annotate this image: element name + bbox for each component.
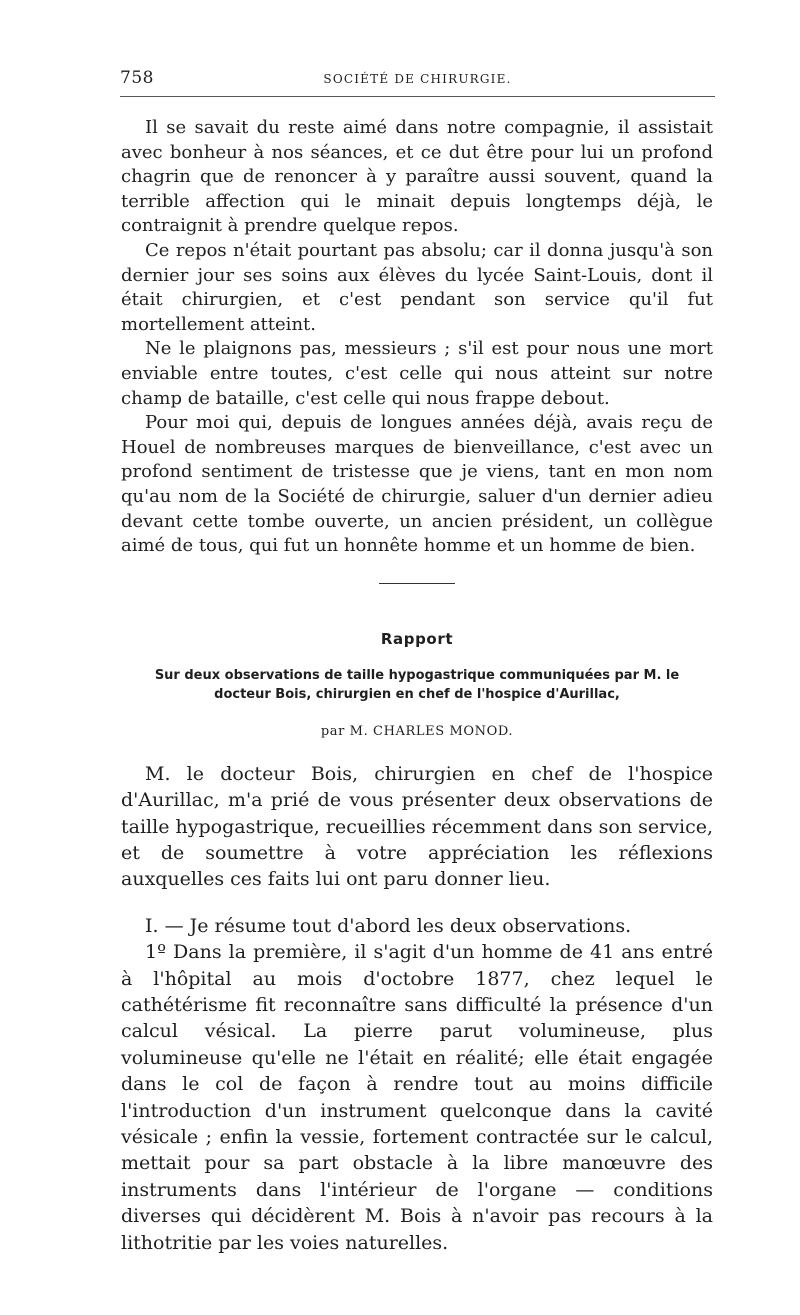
- report-title: Rapport: [380, 629, 454, 648]
- page-header: [120, 68, 715, 97]
- report-paragraph-3: 1º Dans la première, il s'agit d'un homme de 41 ans entré à l'hôpital au mois d'octobre 1877, chez lequel le cathétérisme fit reconnaître sans difficulté la présence d'un calcul vésical. La pierre parut volumineuse, plus volumineuse qu'elle ne l'était en réalité; elle était engagée dans le col de façon à rendre tout au moins difficile l'introduction d'un instrument quelconque dans la cavité vésicale ; enfin la vessie, fortement contractée sur le calcul, mettait pour sa part obstacle à la libre manœuvre des instruments dans l'intérieur de l'organe — conditions diverses qui décidèrent M. Bois à n'avoir pas recours à la lithotritie par les voies naturelles.: [121, 941, 713, 1254]
- page-body: [121, 116, 713, 1256]
- section-divider: [379, 583, 455, 584]
- report-paragraph-1: M. le docteur Bois, chirurgien en chef de l'hospice d'Aurillac, m'a prié de vous présenter deux observations de taille hypogastrique, recueillies récemment dans son service, et de soumettre à votre appréciation les réflexions auxquelles ces faits lui ont paru donner lieu.: [121, 762, 713, 891]
- report-paragraph-2: I. — Je résume tout d'abord les deux observations.: [145, 914, 632, 937]
- report-author: par M. CHARLES MONOD.: [320, 723, 514, 739]
- paragraph-4: Pour moi qui, depuis de longues années déjà, avais reçu de Houel de nombreuses marques de bienveillance, c'est avec un profond sentiment de tristesse que je viens, tant en mon nom qu'au nom de la Société de chirurgie, saluer d'un dernier adieu devant cette tombe ouverte, un ancien président, un collègue aimé de tous, qui fut un honnête homme et un homme de bien.: [121, 412, 713, 557]
- running-title: SOCIÉTÉ DE CHIRURGIE.: [323, 72, 512, 86]
- paragraph-2: Ce repos n'était pourtant pas absolu; car il donna jusqu'à son dernier jour ses soins aux élèves du lycée Saint-Louis, dont il était chirurgien, et c'est pendant son service qu'il fut mortellement atteint.: [121, 239, 713, 335]
- paragraph-3: Ne le plaignons pas, messieurs ; s'il est pour nous une mort enviable entre toutes, c'est celle qui nous atteint sur notre champ de bataille, c'est celle qui nous frappe debout.: [121, 338, 713, 409]
- report-body: [121, 761, 713, 1256]
- paragraph-1: Il se savait du reste aimé dans notre compagnie, il assistait avec bonheur à nos séances, et ce dut être pour lui un profond chagrin que de renoncer à y paraître aussi souvent, quand la terrible affection qui le minait depuis longtemps déjà, le contraignit à prendre quelque repos.: [121, 117, 713, 237]
- report-subtitle: Sur deux observations de taille hypogastrique communiquées par M. le docteur Bois, chirurgien en chef de l'hospice d'Aurillac,: [154, 667, 680, 702]
- page-number: 758: [120, 68, 154, 88]
